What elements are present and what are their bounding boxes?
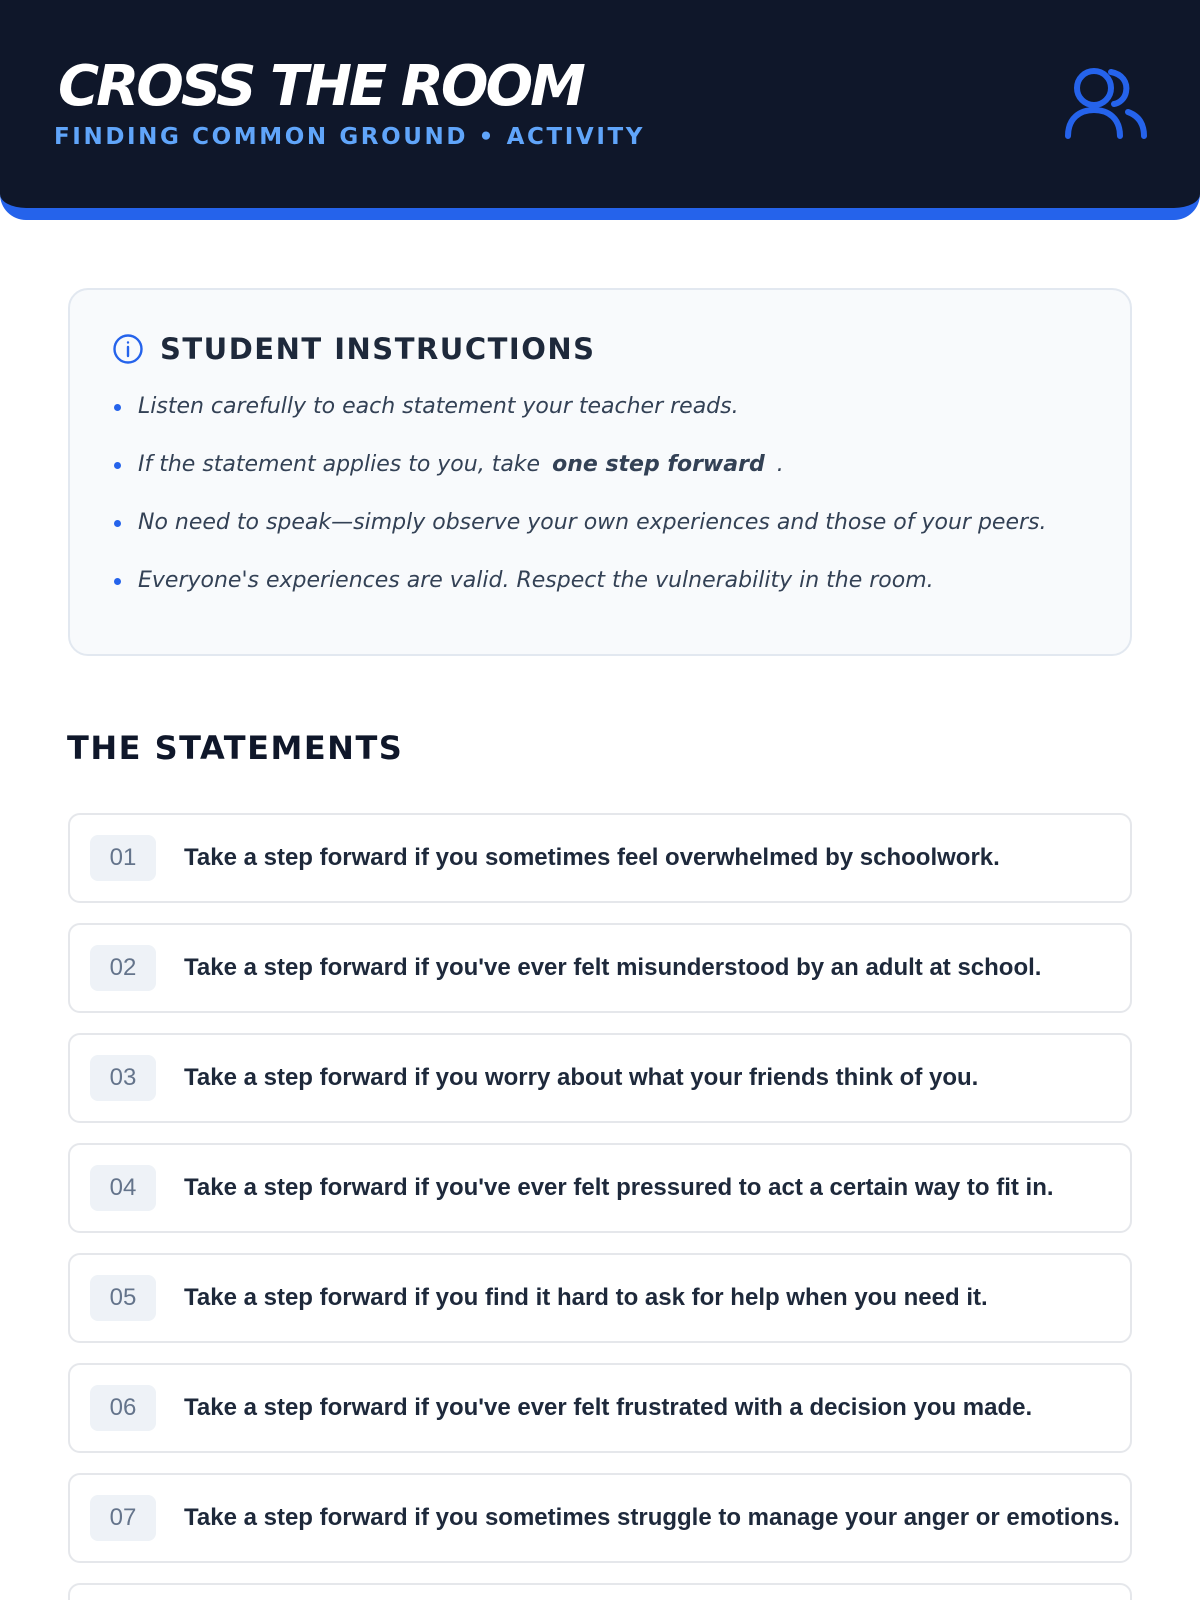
instruction-emphasis: one step forward (552, 452, 765, 477)
instruction-text: No need to speak—simply observe your own experiences and those of your peers. (138, 510, 1047, 535)
statement-card (68, 1033, 1132, 1123)
statement-number: 03 (90, 1055, 156, 1101)
instruction-item (114, 564, 1046, 622)
instruction-suffix: . (776, 452, 784, 477)
statement-card (68, 1253, 1132, 1343)
statement-card-partial (68, 1583, 1132, 1600)
statement-text: Take a step forward if you've ever felt pressured to act a certain way to fit in. (184, 1174, 1054, 1201)
instruction-text: Listen carefully to each statement your teacher reads. (138, 394, 739, 419)
statement-text: Take a step forward if you've ever felt misunderstood by an adult at school. (184, 954, 1042, 981)
statement-card (68, 1363, 1132, 1453)
instruction-text: Everyone's experiences are valid. Respect the vulnerability in the room. (138, 568, 934, 593)
statement-card (68, 1473, 1132, 1563)
instructions-title: STUDENT INSTRUCTIONS (160, 332, 596, 366)
statement-number: 04 (90, 1165, 156, 1211)
statement-number: 02 (90, 945, 156, 991)
statement-text: Take a step forward if you sometimes feel overwhelmed by schoolwork. (184, 844, 1000, 871)
instruction-item (114, 448, 1046, 506)
statement-text: Take a step forward if you find it hard to ask for help when you need it. (184, 1284, 988, 1311)
instructions-list (114, 390, 1046, 622)
statement-text: Take a step forward if you've ever felt frustrated with a decision you made. (184, 1394, 1033, 1421)
instructions-heading (112, 332, 596, 366)
statement-card (68, 1143, 1132, 1233)
statement-card (68, 923, 1132, 1013)
instruction-text: If the statement applies to you, take (138, 452, 541, 477)
users-icon (1064, 66, 1148, 142)
statement-text: Take a step forward if you sometimes struggle to manage your anger or emotions. (184, 1504, 1120, 1531)
page-title: CROSS THE ROOM (58, 54, 583, 119)
statement-number: 07 (90, 1495, 156, 1541)
page-subtitle: FINDING COMMON GROUND • ACTIVITY (54, 124, 646, 150)
statements-heading: THE STATEMENTS (67, 729, 404, 767)
info-icon (112, 333, 144, 365)
instructions-card (68, 288, 1132, 656)
statement-text: Take a step forward if you worry about what your friends think of you. (184, 1064, 979, 1091)
statement-number: 01 (90, 835, 156, 881)
statement-card (68, 813, 1132, 903)
statement-number: 05 (90, 1275, 156, 1321)
instruction-item (114, 390, 1046, 448)
statements-list (68, 813, 1132, 1600)
header (0, 0, 1200, 220)
statement-number: 06 (90, 1385, 156, 1431)
instruction-item (114, 506, 1046, 564)
